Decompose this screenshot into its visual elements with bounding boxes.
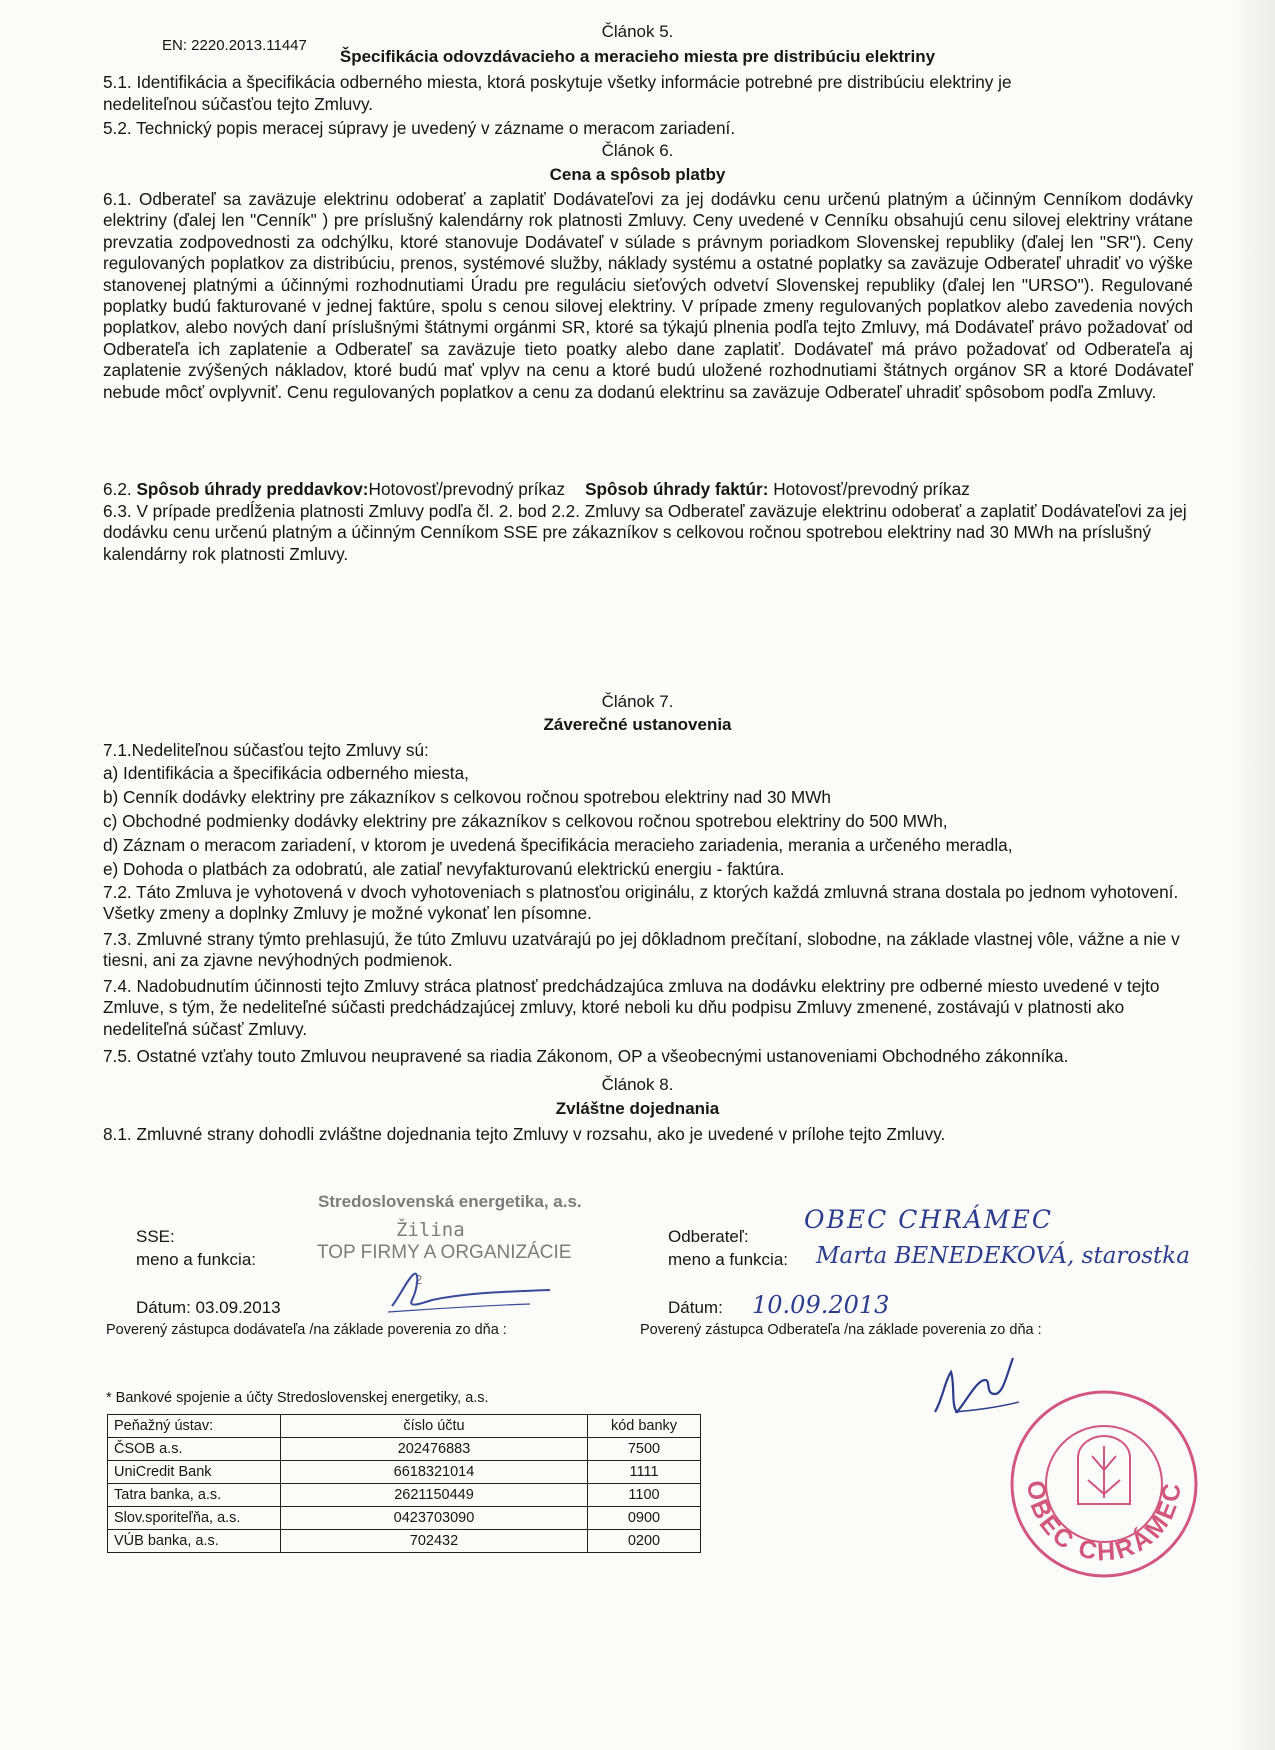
village-stamp-emblem xyxy=(1078,1436,1130,1504)
article-5-title: Špecifikácia odovzdávacieho a meracieho miesta pre distribúciu elektriny xyxy=(339,47,936,66)
article-7-item-a: a) Identifikácia a špecifikácia odberného miesta, xyxy=(103,763,469,783)
table-row xyxy=(108,1484,701,1507)
article-6-number: Článok 6. xyxy=(601,141,674,160)
bank-code: 0200 xyxy=(588,1530,701,1553)
sse-date-value: 03.09.2013 xyxy=(195,1298,281,1317)
table-row xyxy=(108,1461,701,1484)
bank-header-row xyxy=(108,1415,701,1438)
bank-account: 6618321014 xyxy=(281,1461,588,1484)
bank-account: 202476883 xyxy=(281,1438,588,1461)
bank-name: VÚB banka, a.s. xyxy=(108,1530,281,1553)
article-6-p2 xyxy=(103,479,970,500)
article-7-p5: 7.5. Ostatné vzťahy touto Zmluvou neupravené sa riadia Zákonom, OP a všeobecnými ustanoveniami Obchodného zákonníka. xyxy=(103,1046,1069,1066)
article-7-intro: 7.1.Nedeliteľnou súčasťou tejto Zmluvy sú: xyxy=(103,740,429,760)
article-7-item-e: e) Dohoda o platbách za odobratú, ale zatiaľ nevyfakturovanú elektrickú energiu - faktúra. xyxy=(103,859,785,879)
sse-stamp-top-firms: TOP FIRMY A ORGANIZÁCIE xyxy=(317,1242,572,1263)
article-5-p2: 5.2. Technický popis meracej súpravy je uvedený v zázname o meracom zariadení. xyxy=(103,118,736,138)
article-6-p2-label1: Spôsob úhrady preddavkov: xyxy=(136,479,369,499)
article-6-p2-label2: Spôsob úhrady faktúr: xyxy=(585,479,769,499)
sse-date-label: Dátum: xyxy=(136,1298,191,1317)
sse-signature-drawing xyxy=(380,1268,560,1318)
bank-name: UniCredit Bank xyxy=(108,1461,281,1484)
sse-delegate-text: Poverený zástupca dodávateľa /na základe poverenia zo dňa : xyxy=(106,1322,507,1338)
table-row xyxy=(108,1507,701,1530)
article-7-item-b: b) Cenník dodávky elektriny pre zákazníkov s celkovou ročnou spotrebou elektriny nad 30 MWh xyxy=(103,787,831,807)
customer-date-label: Dátum: xyxy=(668,1298,723,1317)
customer-delegate-text: Poverený zástupca Odberateľa /na základe poverenia zo dňa : xyxy=(640,1322,1042,1338)
bank-account: 2621150449 xyxy=(281,1484,588,1507)
article-7-p3: 7.3. Zmluvné strany týmto prehlasujú, že túto Zmluvu uzatvárajú po jej dôkladnom prečítaní, slobodne, na základe vlastnej vôle, vážne a nie v tiesni, ani za zjavne nevýhodných podmienok. xyxy=(103,929,1180,971)
sse-stamp-city: Žilina xyxy=(396,1219,465,1241)
village-stamp xyxy=(1006,1384,1202,1584)
sse-label: SSE: xyxy=(136,1227,175,1246)
article-6-p3: 6.3. V prípade predĺženia platnosti Zmluvy podľa čl. 2. bod 2.2. Zmluvy sa Odberateľ zaväzuje elektrinu odoberať a zaplatiť Dodávateľovi za jej dodávku cenu určenú platným a účinným Cenníkom SSE pre zákazníkov s celkovou ročnou spotrebou elektriny nad 30 MWh na príslušný kalendárny rok platnosti Zmluvy. xyxy=(103,501,1187,564)
bank-header-code: kód banky xyxy=(588,1415,701,1438)
article-5-p1-line2: nedeliteľnou súčasťou tejto Zmluvy. xyxy=(103,94,374,114)
article-6-title: Cena a spôsob platby xyxy=(549,165,726,184)
bank-header-account: číslo účtu xyxy=(281,1415,588,1438)
sse-name-role-label: meno a funkcia: xyxy=(136,1250,257,1269)
bank-name: Slov.sporiteľňa, a.s. xyxy=(108,1507,281,1530)
bank-caption: * Bankové spojenie a účty Stredoslovenskej energetiky, a.s. xyxy=(106,1390,489,1406)
handwritten-date: 10.09.2013 xyxy=(752,1291,890,1319)
sse-stamp-number: 2 xyxy=(415,1272,423,1287)
bank-account: 702432 xyxy=(281,1530,588,1553)
article-7-item-d: d) Záznam o meracom zariadení, v ktorom je uvedená špecifikácia meracieho zariadenia, merania a určeného meradla, xyxy=(103,835,1013,855)
article-6-p1: 6.1. Odberateľ sa zaväzuje elektrinu odoberať a zaplatiť Dodávateľovi za jej dodávku cenu určenú platným a účinným Cenníkom dodávky elektriny (ďalej len "Cenník" ) pre príslušný kalendárny rok platnosti Zmluvy. Ceny uvedené v Cenníku obsahujú cenu silovej elektriny vrátane prevzatia zodpovednosti za odchýlku, ktoré stanovuje Dodávateľ v súlade s právnym poriadkom Slovenskej republiky (ďalej len "SR"). Ceny regulovaných poplatkov za distribúciu, prenos, systémové služby, náklady systému a ostatné poplatky sa zaväzuje Odberateľ uhradiť vo výške stanovenej platnými a účinnými rozhodnutiami Úradu pre reguláciu sieťových odvetví Slovenskej republiky (ďalej len "URSO"). Regulované poplatky budú fakturované v jednej faktúre, spolu s cenou silovej elektriny. V prípade zmeny regulovaných poplatkov alebo zavedenia nových poplatkov, alebo nových daní príslušnými štátnymi orgánmi SR, ktoré sa týkajú plnenia podľa tejto Zmluvy, má Dodávateľ právo požadovať od Odberateľa ich zaplatenie a Odberateľ sa zaväzuje tieto poatky alebo dane zaplatiť. Dodávateľ má právo požadovať od Odberateľa aj zaplatenie zvýšených nákladov, ktoré budú mať vplyv na cenu a ktoré budú uložené rozhodnutiami štátnych orgánov SR a ktoré Dodávateľ nebude môcť ovplyvniť. Cenu regulovaných poplatkov a cenu za dodanú elektrinu sa zaväzuje Odberateľ uhradiť spôsobom podľa Zmluvy. xyxy=(103,189,1193,402)
bank-account: 0423703090 xyxy=(281,1507,588,1530)
article-8-p1: 8.1. Zmluvné strany dohodli zvláštne dojednania tejto Zmluvy v rozsahu, ako je uvedené v prílohe tejto Zmluvy. xyxy=(103,1124,946,1144)
article-6-p2-prefix: 6.2. xyxy=(103,479,137,499)
bank-code: 0900 xyxy=(588,1507,701,1530)
bank-table xyxy=(107,1414,701,1553)
bank-name: ČSOB a.s. xyxy=(108,1438,281,1461)
table-row xyxy=(108,1530,701,1553)
customer-label: Odberateľ: xyxy=(668,1227,749,1246)
customer-name-role-label: meno a funkcia: xyxy=(668,1250,789,1269)
article-8-number: Článok 8. xyxy=(601,1075,674,1094)
bank-code: 1111 xyxy=(588,1461,701,1484)
handwritten-name-role: Marta BENEDEKOVÁ, starostka xyxy=(816,1243,1190,1269)
article-5-p1-line1: 5.1. Identifikácia a špecifikácia odberného miesta, ktorá poskytuje všetky informácie potrebné pre distribúciu elektriny je xyxy=(103,72,1012,92)
village-stamp-text: OBEC CHRÁMEC xyxy=(1021,1479,1187,1567)
en-number: EN: 2220.2013.11447 xyxy=(162,37,307,54)
bank-header-institution: Peňažný ústav: xyxy=(108,1415,281,1438)
bank-name: Tatra banka, a.s. xyxy=(108,1484,281,1507)
bank-code: 1100 xyxy=(588,1484,701,1507)
sse-stamp-company: Stredoslovenská energetika, a.s. xyxy=(318,1192,582,1211)
article-7-item-c: c) Obchodné podmienky dodávky elektriny pre zákazníkov s celkovou ročnou spotrebou elektriny do 500 MWh, xyxy=(103,811,948,831)
article-6-p2-value2: Hotovosť/prevodný príkaz xyxy=(773,479,970,499)
article-6-p2-value1: Hotovosť/prevodný príkaz xyxy=(368,479,566,499)
article-7-number: Článok 7. xyxy=(601,692,674,711)
article-5-number: Článok 5. xyxy=(601,22,674,41)
handwritten-customer: OBEC CHRÁMEC xyxy=(804,1205,1053,1234)
article-7-p2: 7.2. Táto Zmluva je vyhotovená v dvoch vyhotoveniach s platnosťou originálu, z ktorých každá zmluvná strana dostala po jednom vyhotovení. Všetky zmeny a doplnky Zmluvy je možné vykonať len písomne. xyxy=(103,882,1179,924)
article-7-p4: 7.4. Nadobudnutím účinnosti tejto Zmluvy stráca platnosť predchádzajúca zmluva na dodávku elektriny pre odberné miesto uvedené v tejto Zmluve, s tým, že nedeliteľné súčasti predchádzajúcej zmluvy, ktoré neboli ku dňu podpisu Zmluvy zmenené, zostávajú v platnosti ako nedeliteľná súčasť Zmluvy. xyxy=(103,976,1160,1039)
sse-date-row xyxy=(136,1298,281,1318)
bank-code: 7500 xyxy=(588,1438,701,1461)
article-8-title: Zvláštne dojednania xyxy=(555,1099,720,1118)
scan-edge-shadow xyxy=(1235,0,1275,1750)
article-7-title: Záverečné ustanovenia xyxy=(543,715,732,734)
table-row xyxy=(108,1438,701,1461)
